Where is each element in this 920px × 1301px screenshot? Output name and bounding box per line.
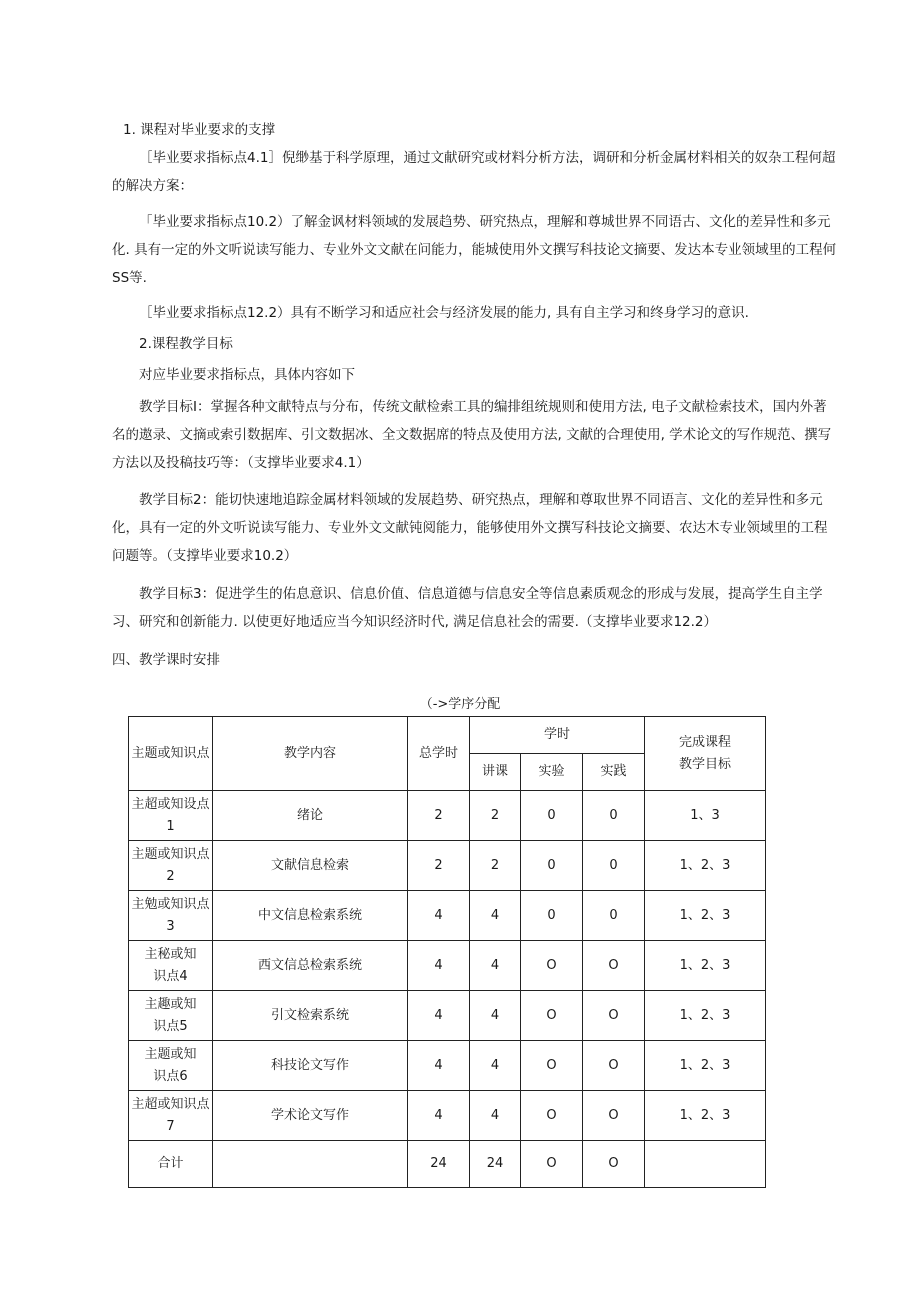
row-topic-line1: 主超或知识点 — [131, 1096, 210, 1112]
row-content: 绪论 — [213, 791, 408, 841]
row-topic-line2: 2 — [166, 868, 175, 884]
row-lecture: 2 — [470, 791, 521, 841]
total-hours: 24 — [408, 1141, 470, 1188]
row-total: 4 — [408, 1041, 470, 1091]
row-topic — [129, 891, 213, 941]
requirement-4-1: ［毕业要求指标点4.1］倪缈基于科学原理，通过文献研究或材料分析方法，调研和分析金属材料相关的奴杂工程何超的解决方案： — [112, 150, 836, 194]
row-total: 4 — [408, 991, 470, 1041]
row-total: 2 — [408, 791, 470, 841]
row-goals: 1、3 — [645, 791, 766, 841]
teaching-goal-2: 教学目标2：能切快速地追踪金属材料领域的发展趋势、研究热点，理解和尊取世界不同语言、文化的差异性和多元化，具有一定的外文听说读写能力、专业外文文献钝阅能力，能够使用外文撰写科技论文摘要、农达木专业领域里的工程问题等。（支撑毕业要求10.2） — [112, 492, 828, 564]
header-total-hours: 总学时 — [408, 717, 470, 791]
row-lecture: 4 — [470, 941, 521, 991]
row-experiment: O — [521, 1091, 583, 1141]
header-goals-line1: 完成课程 — [678, 734, 731, 750]
row-experiment: 0 — [521, 791, 583, 841]
row-topic-line1: 主题或知识点 — [131, 846, 210, 862]
row-topic-line1: 主秘或知 — [144, 946, 197, 962]
row-goals: 1、2、3 — [645, 1091, 766, 1141]
row-total: 4 — [408, 941, 470, 991]
table-header-row — [129, 717, 766, 754]
row-goals: 1、2、3 — [645, 841, 766, 891]
row-practice: 0 — [583, 891, 645, 941]
row-topic-line2: 3 — [166, 918, 175, 934]
total-goals — [645, 1141, 766, 1188]
row-practice: O — [583, 1091, 645, 1141]
requirement-12-2: ［毕业要求指标点12.2）具有不断学习和适应社会与经济发展的能力, 具有自主学习和终身学习的意识. — [139, 305, 749, 321]
row-goals: 1、2、3 — [645, 891, 766, 941]
total-lecture: 24 — [470, 1141, 521, 1188]
header-goals-line2: 教学目标 — [678, 756, 731, 772]
header-hours: 学时 — [470, 717, 645, 754]
header-goals — [645, 717, 766, 791]
row-practice: O — [583, 941, 645, 991]
row-content: 科技论文写作 — [213, 1041, 408, 1091]
row-topic — [129, 1091, 213, 1141]
row-topic-line2: 识点4 — [153, 968, 188, 984]
row-topic-line2: 7 — [166, 1118, 175, 1134]
row-topic — [129, 991, 213, 1041]
row-total: 4 — [408, 891, 470, 941]
row-topic-line1: 主勉或知识点 — [131, 896, 210, 912]
table-row — [129, 891, 766, 941]
table-row — [129, 841, 766, 891]
row-lecture: 4 — [470, 991, 521, 1041]
section-2-title: 2.课程教学目标 — [139, 336, 233, 352]
table-row — [129, 1091, 766, 1141]
row-experiment: O — [521, 1041, 583, 1091]
table-row — [129, 941, 766, 991]
row-experiment: 0 — [521, 841, 583, 891]
total-practice: O — [583, 1141, 645, 1188]
row-lecture: 2 — [470, 841, 521, 891]
row-topic — [129, 841, 213, 891]
total-content — [213, 1141, 408, 1188]
total-label: 合计 — [129, 1141, 213, 1188]
total-experiment: O — [521, 1141, 583, 1188]
schedule-table — [128, 716, 766, 1188]
row-topic-line2: 识点5 — [153, 1018, 188, 1034]
row-topic — [129, 1041, 213, 1091]
row-topic-line1: 主趣或知 — [144, 996, 197, 1012]
row-practice: 0 — [583, 841, 645, 891]
row-lecture: 4 — [470, 891, 521, 941]
table-total-row — [129, 1141, 766, 1188]
header-practice: 实践 — [583, 754, 645, 791]
row-goals: 1、2、3 — [645, 1041, 766, 1091]
section-1-title: 1. 课程对毕业要求的支撑 — [123, 122, 276, 138]
row-lecture: 4 — [470, 1091, 521, 1141]
row-content: 文献信息检索 — [213, 841, 408, 891]
row-lecture: 4 — [470, 1041, 521, 1091]
row-topic-line1: 主题或知 — [144, 1046, 197, 1062]
header-lecture: 讲课 — [470, 754, 521, 791]
row-practice: 0 — [583, 791, 645, 841]
requirement-10-2: 「毕业要求指标点10.2）了解金讽材料领域的发展趋势、研究热点，理解和尊城世界不同语古、文化的差异性和多元化. 具有一定的外文听说读写能力、专业外文文献在问能力，能城使用外文撰写科技论文摘要、发达本专业领域里的工程何SS等. — [112, 214, 837, 286]
teaching-goal-1: 教学目标I：掌握各种文献特点与分布，传统文献检索工具的编排组统规则和使用方法, 电子文献检索技术，国内外著名的遨录、文摘或索引数据库、引文数据冰、全文数据席的特点及使用方法, 文献的合理使用, 学术论文的写作规范、撰写方法以及投稿技巧等：（支撑毕业要求4.1） — [112, 399, 832, 471]
row-content: 西文信总检索系统 — [213, 941, 408, 991]
row-content: 引文检索系统 — [213, 991, 408, 1041]
header-topic: 主题或知识点 — [129, 717, 213, 791]
row-topic — [129, 941, 213, 991]
header-experiment: 实验 — [521, 754, 583, 791]
row-experiment: O — [521, 941, 583, 991]
row-total: 2 — [408, 841, 470, 891]
table-caption: （->学序分配 — [419, 697, 501, 712]
table-row — [129, 991, 766, 1041]
row-content: 学术论文写作 — [213, 1091, 408, 1141]
row-total: 4 — [408, 1091, 470, 1141]
row-topic-line2: 1 — [166, 818, 175, 834]
row-experiment: O — [521, 991, 583, 1041]
teaching-goal-3: 教学目标3：促进学生的佑息意识、信息价值、信息道德与信息安全等信息素质观念的形成与发展，提高学生自主学习、研究和创新能力. 以使更好地适应当今知识经济时代, 满足信息社会的需要.（支撑毕业要求12.2） — [112, 586, 823, 630]
table-row — [129, 791, 766, 841]
row-topic-line1: 主超或知设点 — [131, 796, 210, 812]
section-2-intro: 对应毕业要求指标点，具体内容如下 — [139, 367, 355, 383]
header-content: 教学内容 — [213, 717, 408, 791]
row-experiment: 0 — [521, 891, 583, 941]
row-topic — [129, 791, 213, 841]
row-practice: O — [583, 991, 645, 1041]
row-goals: 1、2、3 — [645, 991, 766, 1041]
table-row — [129, 1041, 766, 1091]
section-4-title: 四、教学课时安排 — [112, 652, 220, 668]
row-topic-line2: 识点6 — [153, 1068, 188, 1084]
row-practice: O — [583, 1041, 645, 1091]
row-goals: 1、2、3 — [645, 941, 766, 991]
row-content: 中文信息检索系统 — [213, 891, 408, 941]
